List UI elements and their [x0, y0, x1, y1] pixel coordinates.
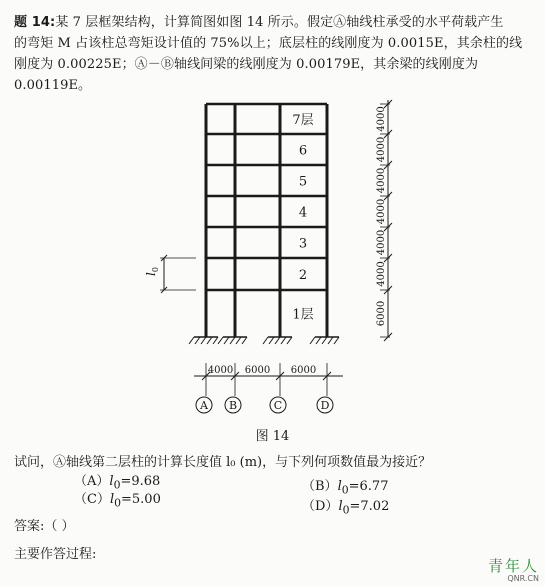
option-b-subscript: 0	[341, 483, 349, 497]
option-c-subscript: 0	[114, 496, 122, 510]
question-line-1-text: 某 7 层框架结构，计算简图如图 14 所示。假定Ⓐ轴线柱承受的水平荷载产生	[55, 15, 504, 30]
figure-caption: 图 14	[255, 429, 290, 444]
story-height-7: 4000	[376, 106, 387, 132]
support-hatch	[213, 337, 218, 344]
watermark-en: QNR.CN	[507, 574, 539, 583]
story-height-1: 6000	[376, 300, 387, 327]
support-hatch	[236, 337, 241, 344]
floor-label-2: 2	[298, 268, 308, 283]
support-hatch	[322, 337, 327, 344]
option-d[interactable]	[302, 495, 389, 517]
axis-label-b: B	[228, 399, 238, 412]
support-hatch	[218, 337, 223, 344]
support-hatch	[328, 337, 333, 344]
support-hatch	[189, 337, 194, 344]
floor-label-6: 6	[298, 143, 308, 159]
option-b[interactable]	[302, 475, 388, 497]
story-height-2: 4000	[376, 261, 387, 287]
floor-label-4: 4	[298, 205, 308, 221]
watermark-logo	[488, 555, 539, 583]
bay-width-2: 6000	[244, 365, 271, 376]
question-line-3: 刚度为 0.00225E；Ⓐ－Ⓑ轴线间梁的线刚度为 0.00179E，其余梁的线刚度为 0.00119E。	[14, 57, 479, 93]
support-hatch	[207, 337, 212, 344]
axis-label-c: C	[273, 399, 283, 412]
support-hatch	[275, 337, 280, 344]
question-line-2: 的弯矩 M 占该柱总弯矩设计值的 75%以上；底层柱的线刚度为 0.0015E，其余柱的线	[14, 36, 523, 51]
support-hatch	[201, 337, 206, 344]
answer-line[interactable]: 答案:（ ）	[14, 519, 75, 534]
option-d-key: （D）	[302, 499, 339, 514]
story-height-5: 4000	[376, 167, 387, 194]
option-b-key: （B）	[302, 479, 338, 494]
question-number: 题 14:	[14, 15, 56, 30]
axis-label-d: D	[320, 399, 330, 412]
bay-width-1: 4000	[207, 365, 234, 376]
story-height-6: 4000	[376, 136, 387, 163]
option-b-value: =6.77	[348, 479, 389, 494]
story-height-4: 4000	[376, 198, 387, 225]
floor-label-7: 7层	[292, 113, 314, 128]
option-b-symbol: l	[337, 479, 342, 494]
option-a-value: =9.68	[120, 474, 161, 489]
floor-label-1: 1层	[292, 307, 314, 323]
floor-label-5: 5	[298, 174, 308, 190]
option-d-symbol: l	[338, 499, 343, 514]
bay-width-3: 6000	[290, 365, 317, 376]
support-hatch	[269, 337, 274, 344]
option-c[interactable]	[74, 488, 161, 510]
watermark-cn: 青年人	[487, 557, 539, 575]
l0-label: $l_0$	[144, 267, 160, 276]
question-prompt: 试问，Ⓐ轴线第二层柱的计算长度值 l₀ (m)，与下列何项数值最为接近？	[14, 455, 432, 470]
support-hatch	[334, 337, 339, 344]
story-height-3: 4000	[376, 229, 387, 256]
option-a-subscript: 0	[113, 478, 121, 492]
option-a-symbol: l	[109, 474, 114, 489]
option-d-value: =7.02	[349, 499, 390, 514]
option-d-subscript: 0	[342, 503, 350, 517]
support-hatch	[287, 337, 292, 344]
process-label: 主要作答过程:	[14, 547, 97, 562]
option-a-key: （A）	[74, 474, 110, 489]
support-hatch	[310, 337, 315, 344]
support-hatch	[263, 337, 268, 344]
option-c-value: =5.00	[121, 492, 161, 507]
option-c-key: （C）	[74, 492, 110, 507]
axis-label-a: A	[200, 399, 208, 412]
support-hatch	[242, 337, 247, 344]
support-hatch	[230, 337, 235, 344]
support-hatch	[316, 337, 321, 344]
support-hatch	[195, 337, 200, 344]
support-hatch	[224, 337, 229, 344]
support-hatch	[281, 337, 286, 344]
floor-label-3: 3	[298, 236, 308, 252]
option-c-symbol: l	[109, 492, 115, 507]
